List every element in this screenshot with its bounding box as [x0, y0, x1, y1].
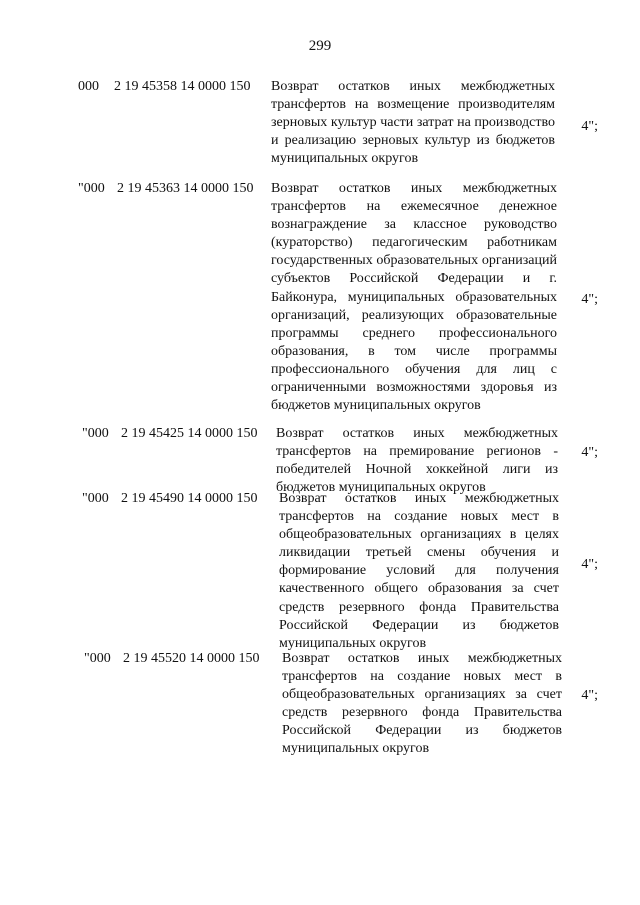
- row-tail-marker: 4";: [581, 557, 598, 572]
- row-tail-marker: 4";: [581, 445, 598, 460]
- row-tail-marker: 4";: [581, 688, 598, 703]
- budget-classification-code: 2 19 45520 14 0000 150: [123, 651, 260, 666]
- budget-classification-code: 2 19 45490 14 0000 150: [121, 491, 258, 506]
- row-description: Возврат остатков иных межбюджетных трансфертов на создание новых мест в общеобразовательных организациях в целях ликвидации третьей смены обучения и формирование условий для получения качественного общего образования за счет средств резервного фонда Правительства Российской Федерации из бюджетов муниципальных округов: [279, 491, 559, 651]
- row-tail-marker: 4";: [581, 119, 598, 134]
- row-description: Возврат остатков иных межбюджетных трансфертов на возмещение производителям зерновых культур части затрат на производство и реализацию зерновых культур из бюджетов муниципальных округов: [271, 79, 555, 167]
- row-tail-marker: 4";: [581, 292, 598, 307]
- budget-classification-code: 2 19 45425 14 0000 150: [121, 426, 258, 441]
- row-description: Возврат остатков иных межбюджетных трансфертов на создание новых мест в общеобразовательных организациях за счет средств резервного фонда Правительства Российской Федерации из бюджетов муниципальных округов: [282, 651, 562, 757]
- row-prefix: "000: [82, 491, 109, 506]
- page-number: 299: [308, 38, 332, 54]
- row-prefix: "000: [84, 651, 111, 666]
- budget-classification-code: 2 19 45363 14 0000 150: [117, 181, 254, 196]
- row-description: Возврат остатков иных межбюджетных трансфертов на премирование регионов - победителей Ночной хоккейной лиги из бюджетов муниципальных округов: [276, 426, 558, 496]
- row-prefix: "000: [82, 426, 109, 441]
- row-prefix: 000: [78, 79, 99, 94]
- row-description: Возврат остатков иных межбюджетных трансфертов на ежемесячное денежное вознаграждение за классное руководство (кураторство) педагогическим работникам государственных образовательных организаций субъектов Российской Федерации и г. Байконура, муниципальных образовательных организаций, реализующих образовательные программы среднего профессионального образования, в том числе программы профессионального обучения для лиц с ограниченными возможностями здоровья из бюджетов муниципальных округов: [271, 181, 557, 414]
- row-prefix: "000: [78, 181, 105, 196]
- budget-classification-code: 2 19 45358 14 0000 150: [114, 79, 251, 94]
